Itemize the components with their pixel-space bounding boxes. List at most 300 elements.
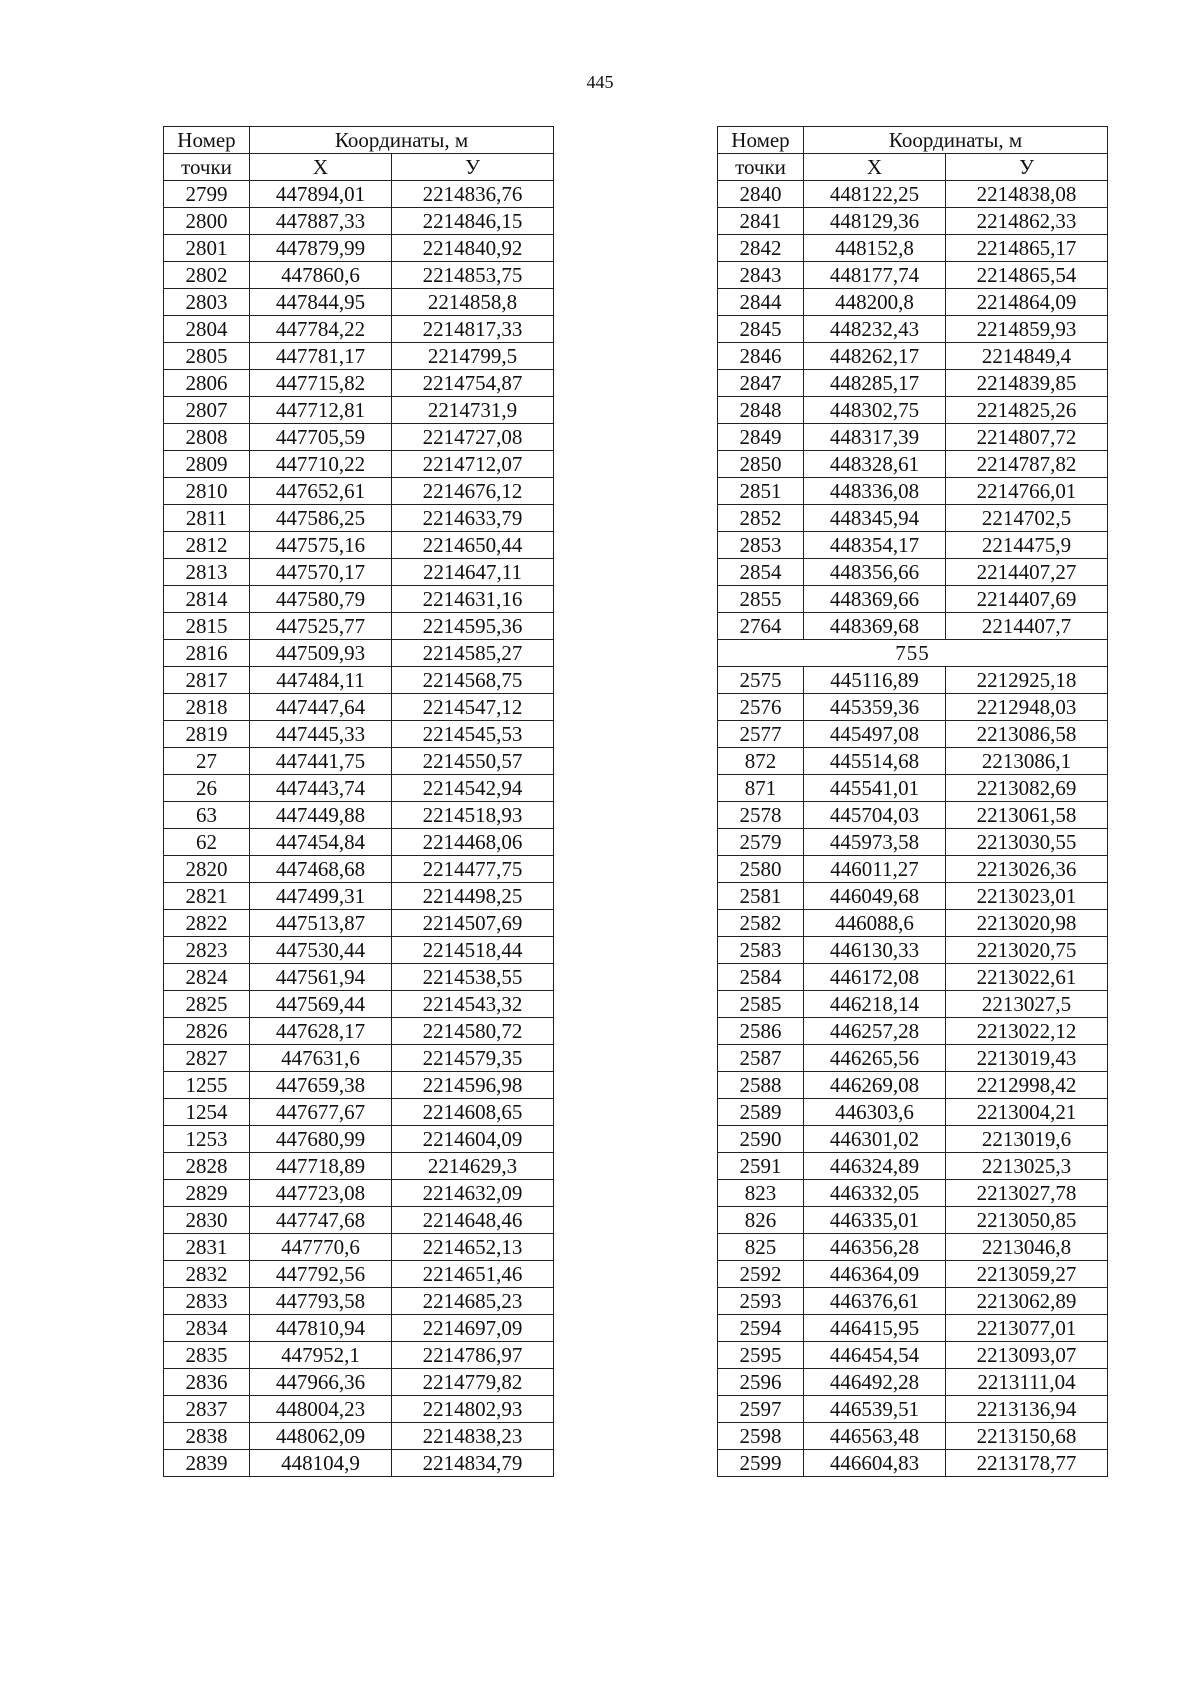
y-coordinate-cell: 2214802,93 — [392, 1396, 554, 1423]
point-number-cell: 2819 — [164, 721, 250, 748]
y-coordinate-cell: 2214838,08 — [946, 181, 1108, 208]
y-coordinate-cell: 2214542,94 — [392, 775, 554, 802]
table-row — [718, 505, 1108, 532]
x-coordinate-cell: 447770,6 — [250, 1234, 392, 1261]
y-coordinate-cell: 2213136,94 — [946, 1396, 1108, 1423]
point-number-cell: 2593 — [718, 1288, 804, 1315]
y-coordinate-cell: 2214477,75 — [392, 856, 554, 883]
y-coordinate-cell: 2214766,01 — [946, 478, 1108, 505]
table-row — [718, 451, 1108, 478]
y-coordinate-cell: 2213027,78 — [946, 1180, 1108, 1207]
table-row — [718, 1099, 1108, 1126]
point-number-cell: 2764 — [718, 613, 804, 640]
header-y: У — [392, 154, 554, 181]
table-row — [718, 964, 1108, 991]
y-coordinate-cell: 2213061,58 — [946, 802, 1108, 829]
x-coordinate-cell: 447723,08 — [250, 1180, 392, 1207]
x-coordinate-cell: 447781,17 — [250, 343, 392, 370]
y-coordinate-cell: 2213050,85 — [946, 1207, 1108, 1234]
y-coordinate-cell: 2214799,5 — [392, 343, 554, 370]
table-row — [164, 748, 554, 775]
y-coordinate-cell: 2214407,69 — [946, 586, 1108, 613]
y-coordinate-cell: 2214849,4 — [946, 343, 1108, 370]
header-x: Х — [250, 154, 392, 181]
y-coordinate-cell: 2214834,79 — [392, 1450, 554, 1477]
x-coordinate-cell: 447525,77 — [250, 613, 392, 640]
x-coordinate-cell: 447793,58 — [250, 1288, 392, 1315]
point-number-cell: 2582 — [718, 910, 804, 937]
table-row — [164, 1288, 554, 1315]
y-coordinate-cell: 2214685,23 — [392, 1288, 554, 1315]
point-number-cell: 2822 — [164, 910, 250, 937]
point-number-cell: 2589 — [718, 1099, 804, 1126]
header-y: У — [946, 154, 1108, 181]
y-coordinate-cell: 2214507,69 — [392, 910, 554, 937]
x-coordinate-cell: 445359,36 — [804, 694, 946, 721]
table-row — [718, 208, 1108, 235]
table-row — [164, 856, 554, 883]
section-row — [718, 640, 1108, 667]
y-coordinate-cell: 2214631,16 — [392, 586, 554, 613]
table-row — [718, 1207, 1108, 1234]
point-number-cell: 62 — [164, 829, 250, 856]
x-coordinate-cell: 447441,75 — [250, 748, 392, 775]
table-row — [164, 532, 554, 559]
point-number-cell: 2580 — [718, 856, 804, 883]
y-coordinate-cell: 2214629,3 — [392, 1153, 554, 1180]
x-coordinate-cell: 447652,61 — [250, 478, 392, 505]
y-coordinate-cell: 2213093,07 — [946, 1342, 1108, 1369]
y-coordinate-cell: 2213027,5 — [946, 991, 1108, 1018]
point-number-cell: 2844 — [718, 289, 804, 316]
point-number-cell: 2827 — [164, 1045, 250, 1072]
table-row — [718, 316, 1108, 343]
table-row — [164, 478, 554, 505]
point-number-cell: 63 — [164, 802, 250, 829]
x-coordinate-cell: 445497,08 — [804, 721, 946, 748]
x-coordinate-cell: 447575,16 — [250, 532, 392, 559]
table-row — [164, 937, 554, 964]
point-number-cell: 2811 — [164, 505, 250, 532]
x-coordinate-cell: 447860,6 — [250, 262, 392, 289]
point-number-cell: 2843 — [718, 262, 804, 289]
x-coordinate-cell: 446356,28 — [804, 1234, 946, 1261]
y-coordinate-cell: 2214468,06 — [392, 829, 554, 856]
point-number-cell: 2854 — [718, 559, 804, 586]
point-number-cell: 2842 — [718, 235, 804, 262]
y-coordinate-cell: 2214547,12 — [392, 694, 554, 721]
point-number-cell: 2800 — [164, 208, 250, 235]
y-coordinate-cell: 2213004,21 — [946, 1099, 1108, 1126]
table-row — [718, 1369, 1108, 1396]
x-coordinate-cell: 448345,94 — [804, 505, 946, 532]
point-number-cell: 2838 — [164, 1423, 250, 1450]
table-row — [164, 721, 554, 748]
y-coordinate-cell: 2214853,75 — [392, 262, 554, 289]
x-coordinate-cell: 447844,95 — [250, 289, 392, 316]
point-number-cell: 2592 — [718, 1261, 804, 1288]
table-row — [164, 667, 554, 694]
x-coordinate-cell: 447628,17 — [250, 1018, 392, 1045]
table-row — [718, 775, 1108, 802]
y-coordinate-cell: 2214568,75 — [392, 667, 554, 694]
x-coordinate-cell: 447509,93 — [250, 640, 392, 667]
x-coordinate-cell: 445973,58 — [804, 829, 946, 856]
point-number-cell: 2807 — [164, 397, 250, 424]
x-coordinate-cell: 445704,03 — [804, 802, 946, 829]
x-coordinate-cell: 446335,01 — [804, 1207, 946, 1234]
table-row — [164, 964, 554, 991]
table-row — [718, 397, 1108, 424]
y-coordinate-cell: 2213046,8 — [946, 1234, 1108, 1261]
table-row — [164, 1099, 554, 1126]
table-row — [718, 289, 1108, 316]
y-coordinate-cell: 2214702,5 — [946, 505, 1108, 532]
y-coordinate-cell: 2214475,9 — [946, 532, 1108, 559]
x-coordinate-cell: 447715,82 — [250, 370, 392, 397]
y-coordinate-cell: 2213178,77 — [946, 1450, 1108, 1477]
point-number-cell: 27 — [164, 748, 250, 775]
point-number-cell: 2810 — [164, 478, 250, 505]
y-coordinate-cell: 2213020,75 — [946, 937, 1108, 964]
x-coordinate-cell: 447499,31 — [250, 883, 392, 910]
table-row — [718, 1396, 1108, 1423]
x-coordinate-cell: 447879,99 — [250, 235, 392, 262]
table-row — [164, 424, 554, 451]
x-coordinate-cell: 448302,75 — [804, 397, 946, 424]
y-coordinate-cell: 2213062,89 — [946, 1288, 1108, 1315]
table-row — [718, 1018, 1108, 1045]
y-coordinate-cell: 2213022,61 — [946, 964, 1108, 991]
x-coordinate-cell: 447894,01 — [250, 181, 392, 208]
y-coordinate-cell: 2213150,68 — [946, 1423, 1108, 1450]
point-number-cell: 2841 — [718, 208, 804, 235]
y-coordinate-cell: 2213059,27 — [946, 1261, 1108, 1288]
point-number-cell: 2599 — [718, 1450, 804, 1477]
y-coordinate-cell: 2214498,25 — [392, 883, 554, 910]
table-row — [718, 1288, 1108, 1315]
x-coordinate-cell: 448356,66 — [804, 559, 946, 586]
y-coordinate-cell: 2214807,72 — [946, 424, 1108, 451]
x-coordinate-cell: 447887,33 — [250, 208, 392, 235]
table-row — [164, 883, 554, 910]
y-coordinate-cell: 2214608,65 — [392, 1099, 554, 1126]
table-row — [718, 694, 1108, 721]
table-row — [718, 802, 1108, 829]
x-coordinate-cell: 446269,08 — [804, 1072, 946, 1099]
table-row — [164, 1396, 554, 1423]
table-row — [164, 397, 554, 424]
x-coordinate-cell: 446130,33 — [804, 937, 946, 964]
y-coordinate-cell: 2213026,36 — [946, 856, 1108, 883]
point-number-cell: 2815 — [164, 613, 250, 640]
x-coordinate-cell: 448177,74 — [804, 262, 946, 289]
x-coordinate-cell: 448336,08 — [804, 478, 946, 505]
y-coordinate-cell: 2214652,13 — [392, 1234, 554, 1261]
point-number-cell: 2595 — [718, 1342, 804, 1369]
section-label: 755 — [718, 640, 1108, 667]
point-number-cell: 2816 — [164, 640, 250, 667]
y-coordinate-cell: 2214786,97 — [392, 1342, 554, 1369]
y-coordinate-cell: 2214846,15 — [392, 208, 554, 235]
y-coordinate-cell: 2214518,93 — [392, 802, 554, 829]
table-row — [718, 532, 1108, 559]
y-coordinate-cell: 2214727,08 — [392, 424, 554, 451]
table-row — [164, 694, 554, 721]
header-point-number-2: точки — [164, 154, 250, 181]
y-coordinate-cell: 2214859,93 — [946, 316, 1108, 343]
y-coordinate-cell: 2212925,18 — [946, 667, 1108, 694]
point-number-cell: 826 — [718, 1207, 804, 1234]
x-coordinate-cell: 447586,25 — [250, 505, 392, 532]
point-number-cell: 2851 — [718, 478, 804, 505]
point-number-cell: 2813 — [164, 559, 250, 586]
point-number-cell: 2821 — [164, 883, 250, 910]
x-coordinate-cell: 446088,6 — [804, 910, 946, 937]
coordinates-table-right — [717, 126, 1108, 1477]
x-coordinate-cell: 446172,08 — [804, 964, 946, 991]
table-row — [164, 208, 554, 235]
point-number-cell: 2801 — [164, 235, 250, 262]
y-coordinate-cell: 2214840,92 — [392, 235, 554, 262]
point-number-cell: 2855 — [718, 586, 804, 613]
table-row — [718, 1423, 1108, 1450]
x-coordinate-cell: 446011,27 — [804, 856, 946, 883]
y-coordinate-cell: 2214731,9 — [392, 397, 554, 424]
point-number-cell: 2848 — [718, 397, 804, 424]
table-row — [164, 829, 554, 856]
point-number-cell: 2845 — [718, 316, 804, 343]
y-coordinate-cell: 2212998,42 — [946, 1072, 1108, 1099]
table-row — [718, 262, 1108, 289]
x-coordinate-cell: 446324,89 — [804, 1153, 946, 1180]
point-number-cell: 825 — [718, 1234, 804, 1261]
y-coordinate-cell: 2214595,36 — [392, 613, 554, 640]
y-coordinate-cell: 2214596,98 — [392, 1072, 554, 1099]
y-coordinate-cell: 2212948,03 — [946, 694, 1108, 721]
point-number-cell: 2585 — [718, 991, 804, 1018]
x-coordinate-cell: 447570,17 — [250, 559, 392, 586]
point-number-cell: 2847 — [718, 370, 804, 397]
x-coordinate-cell: 446376,61 — [804, 1288, 946, 1315]
point-number-cell: 2817 — [164, 667, 250, 694]
x-coordinate-cell: 446539,51 — [804, 1396, 946, 1423]
y-coordinate-cell: 2213082,69 — [946, 775, 1108, 802]
y-coordinate-cell: 2214543,32 — [392, 991, 554, 1018]
table-row — [164, 289, 554, 316]
header-x: Х — [804, 154, 946, 181]
point-number-cell: 2806 — [164, 370, 250, 397]
table-row — [718, 1450, 1108, 1477]
y-coordinate-cell: 2214787,82 — [946, 451, 1108, 478]
table-row — [164, 1342, 554, 1369]
point-number-cell: 2846 — [718, 343, 804, 370]
y-coordinate-cell: 2214817,33 — [392, 316, 554, 343]
x-coordinate-cell: 447677,67 — [250, 1099, 392, 1126]
table-row — [718, 937, 1108, 964]
y-coordinate-cell: 2214676,12 — [392, 478, 554, 505]
point-number-cell: 2836 — [164, 1369, 250, 1396]
x-coordinate-cell: 446303,6 — [804, 1099, 946, 1126]
table-row — [164, 1045, 554, 1072]
y-coordinate-cell: 2213019,6 — [946, 1126, 1108, 1153]
y-coordinate-cell: 2214550,57 — [392, 748, 554, 775]
point-number-cell: 2594 — [718, 1315, 804, 1342]
point-number-cell: 2818 — [164, 694, 250, 721]
table-row — [718, 613, 1108, 640]
y-coordinate-cell: 2213022,12 — [946, 1018, 1108, 1045]
x-coordinate-cell: 448152,8 — [804, 235, 946, 262]
table-row — [718, 721, 1108, 748]
table-row — [718, 559, 1108, 586]
point-number-cell: 1253 — [164, 1126, 250, 1153]
table-row — [718, 991, 1108, 1018]
x-coordinate-cell: 447784,22 — [250, 316, 392, 343]
table-row — [718, 1126, 1108, 1153]
y-coordinate-cell: 2214858,8 — [392, 289, 554, 316]
y-coordinate-cell: 2214865,17 — [946, 235, 1108, 262]
x-coordinate-cell: 448285,17 — [804, 370, 946, 397]
point-number-cell: 2853 — [718, 532, 804, 559]
table-row — [718, 235, 1108, 262]
x-coordinate-cell: 448004,23 — [250, 1396, 392, 1423]
table-row — [164, 910, 554, 937]
table-row — [164, 1369, 554, 1396]
point-number-cell: 2586 — [718, 1018, 804, 1045]
x-coordinate-cell: 447966,36 — [250, 1369, 392, 1396]
x-coordinate-cell: 446049,68 — [804, 883, 946, 910]
table-row — [718, 1045, 1108, 1072]
point-number-cell: 2578 — [718, 802, 804, 829]
y-coordinate-cell: 2214838,23 — [392, 1423, 554, 1450]
point-number-cell: 2805 — [164, 343, 250, 370]
y-coordinate-cell: 2214865,54 — [946, 262, 1108, 289]
table-row — [164, 1153, 554, 1180]
table-row — [164, 370, 554, 397]
point-number-cell: 2588 — [718, 1072, 804, 1099]
x-coordinate-cell: 447631,6 — [250, 1045, 392, 1072]
y-coordinate-cell: 2214545,53 — [392, 721, 554, 748]
point-number-cell: 2803 — [164, 289, 250, 316]
y-coordinate-cell: 2214697,09 — [392, 1315, 554, 1342]
point-number-cell: 2850 — [718, 451, 804, 478]
table-row — [718, 910, 1108, 937]
table-row — [718, 667, 1108, 694]
y-coordinate-cell: 2213025,3 — [946, 1153, 1108, 1180]
y-coordinate-cell: 2214836,76 — [392, 181, 554, 208]
x-coordinate-cell: 446604,83 — [804, 1450, 946, 1477]
x-coordinate-cell: 448062,09 — [250, 1423, 392, 1450]
point-number-cell: 2831 — [164, 1234, 250, 1261]
y-coordinate-cell: 2214862,33 — [946, 208, 1108, 235]
table-row — [164, 991, 554, 1018]
y-coordinate-cell: 2214651,46 — [392, 1261, 554, 1288]
table-row — [164, 1072, 554, 1099]
x-coordinate-cell: 448122,25 — [804, 181, 946, 208]
point-number-cell: 2802 — [164, 262, 250, 289]
table-row — [164, 559, 554, 586]
x-coordinate-cell: 447810,94 — [250, 1315, 392, 1342]
point-number-cell: 823 — [718, 1180, 804, 1207]
table-row — [718, 1072, 1108, 1099]
table-row — [718, 1315, 1108, 1342]
y-coordinate-cell: 2214712,07 — [392, 451, 554, 478]
table-row — [164, 1126, 554, 1153]
x-coordinate-cell: 448262,17 — [804, 343, 946, 370]
x-coordinate-cell: 446257,28 — [804, 1018, 946, 1045]
x-coordinate-cell: 446415,95 — [804, 1315, 946, 1342]
y-coordinate-cell: 2214633,79 — [392, 505, 554, 532]
table-row — [718, 1234, 1108, 1261]
x-coordinate-cell: 447445,33 — [250, 721, 392, 748]
x-coordinate-cell: 447443,74 — [250, 775, 392, 802]
x-coordinate-cell: 447710,22 — [250, 451, 392, 478]
y-coordinate-cell: 2214579,35 — [392, 1045, 554, 1072]
point-number-cell: 2808 — [164, 424, 250, 451]
y-coordinate-cell: 2214650,44 — [392, 532, 554, 559]
table-row — [718, 478, 1108, 505]
table-row — [164, 1018, 554, 1045]
x-coordinate-cell: 447705,59 — [250, 424, 392, 451]
table-row — [164, 316, 554, 343]
table-row — [718, 181, 1108, 208]
x-coordinate-cell: 446454,54 — [804, 1342, 946, 1369]
point-number-cell: 2804 — [164, 316, 250, 343]
table-row — [164, 343, 554, 370]
x-coordinate-cell: 448328,61 — [804, 451, 946, 478]
y-coordinate-cell: 2213111,04 — [946, 1369, 1108, 1396]
x-coordinate-cell: 447530,44 — [250, 937, 392, 964]
point-number-cell: 2825 — [164, 991, 250, 1018]
y-coordinate-cell: 2213020,98 — [946, 910, 1108, 937]
x-coordinate-cell: 447513,87 — [250, 910, 392, 937]
point-number-cell: 2591 — [718, 1153, 804, 1180]
point-number-cell: 2579 — [718, 829, 804, 856]
x-coordinate-cell: 447747,68 — [250, 1207, 392, 1234]
point-number-cell: 2583 — [718, 937, 804, 964]
table-row — [164, 181, 554, 208]
header-point-number-2: точки — [718, 154, 804, 181]
point-number-cell: 2812 — [164, 532, 250, 559]
table-row — [164, 1450, 554, 1477]
point-number-cell: 1254 — [164, 1099, 250, 1126]
point-number-cell: 2590 — [718, 1126, 804, 1153]
header-coordinates: Координаты, м — [250, 127, 554, 154]
point-number-cell: 2814 — [164, 586, 250, 613]
point-number-cell: 2823 — [164, 937, 250, 964]
point-number-cell: 2799 — [164, 181, 250, 208]
y-coordinate-cell: 2213019,43 — [946, 1045, 1108, 1072]
header-coordinates: Координаты, м — [804, 127, 1108, 154]
x-coordinate-cell: 446265,56 — [804, 1045, 946, 1072]
table-body-right — [718, 181, 1108, 1477]
table-row — [718, 1342, 1108, 1369]
table-row — [164, 235, 554, 262]
table-row — [718, 370, 1108, 397]
x-coordinate-cell: 445541,01 — [804, 775, 946, 802]
table-row — [718, 856, 1108, 883]
point-number-cell: 2826 — [164, 1018, 250, 1045]
x-coordinate-cell: 447718,89 — [250, 1153, 392, 1180]
x-coordinate-cell: 446563,48 — [804, 1423, 946, 1450]
y-coordinate-cell: 2214825,26 — [946, 397, 1108, 424]
point-number-cell: 2575 — [718, 667, 804, 694]
x-coordinate-cell: 447447,64 — [250, 694, 392, 721]
x-coordinate-cell: 448200,8 — [804, 289, 946, 316]
y-coordinate-cell: 2214604,09 — [392, 1126, 554, 1153]
x-coordinate-cell: 448232,43 — [804, 316, 946, 343]
table-row — [718, 883, 1108, 910]
